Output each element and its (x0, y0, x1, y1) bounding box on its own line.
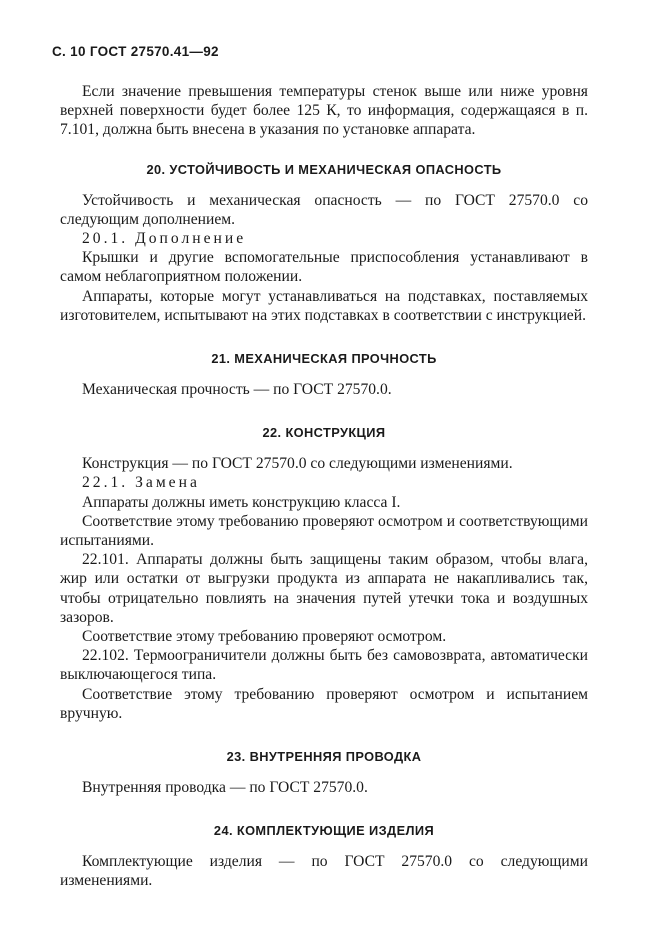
paragraph: Соответствие этому требованию проверяют осмотром и испытанием вручную. (60, 685, 588, 722)
section-title: 24. КОМПЛЕКТУЮЩИЕ ИЗДЕЛИЯ (213, 823, 435, 839)
paragraph: Комплектующие изделия — по ГОСТ 27570.0 со следующими изменениями. (60, 853, 588, 890)
document-body (60, 82, 588, 891)
section-20 (60, 162, 588, 325)
paragraph: Внутренняя проводка — по ГОСТ 27570.0. (82, 779, 368, 797)
paragraph: Конструкция — по ГОСТ 27570.0 со следующими изменениями. (82, 455, 513, 473)
paragraph: Соответствие этому требованию проверяют осмотром. (82, 628, 447, 646)
paragraph: Аппараты, которые могут устанавливаться на подставках, поставляемых изготовителем, испытывают на этих подставках в соответствии с инструкцией. (60, 287, 588, 324)
section-24 (60, 823, 588, 890)
page-header: С. 10 ГОСТ 27570.41—92 (52, 44, 219, 59)
section-title: 22. КОНСТРУКЦИЯ (262, 425, 386, 441)
section-title: 20. УСТОЙЧИВОСТЬ И МЕХАНИЧЕСКАЯ ОПАСНОСТЬ (146, 161, 502, 177)
paragraph: 22.102. Термоограничители должны быть без самовозврата, автоматически выключающегося типа. (60, 647, 588, 684)
section-22 (60, 425, 588, 723)
section-title: 23. ВНУТРЕННЯЯ ПРОВОДКА (226, 749, 422, 765)
clause-heading: 20.1. Дополнение (82, 230, 247, 248)
clause-heading: 22.1. Замена (82, 474, 200, 492)
paragraph: Устойчивость и механическая опасность — по ГОСТ 27570.0 со следующим дополнением. (60, 191, 588, 228)
paragraph: Механическая прочность — по ГОСТ 27570.0. (82, 381, 392, 399)
paragraph: Крышки и другие вспомогательные приспособления устанавливают в самом неблагоприятном положении. (60, 249, 588, 286)
section-21 (60, 351, 588, 399)
intro-paragraph: Если значение превышения температуры стенок выше или ниже уровня верхней поверхности будет более 125 К, то информация, содержащаяся в п. 7.101, должна быть внесена в указания по установке аппарата. (60, 83, 588, 139)
paragraph: Соответствие этому требованию проверяют осмотром и соответствующими испытаниями. (60, 512, 588, 550)
paragraph: Аппараты должны иметь конструкцию класса I. (82, 493, 401, 511)
paragraph: 22.101. Аппараты должны быть защищены таким образом, чтобы влага, жир или остатки от выгрузки продукта из аппарата не накапливались так, чтобы отрицательно повлиять на значения путей утечки тока и воздушных зазоров. (60, 551, 588, 626)
section-23 (60, 749, 588, 797)
section-title: 21. МЕХАНИЧЕСКАЯ ПРОЧНОСТЬ (211, 351, 437, 367)
